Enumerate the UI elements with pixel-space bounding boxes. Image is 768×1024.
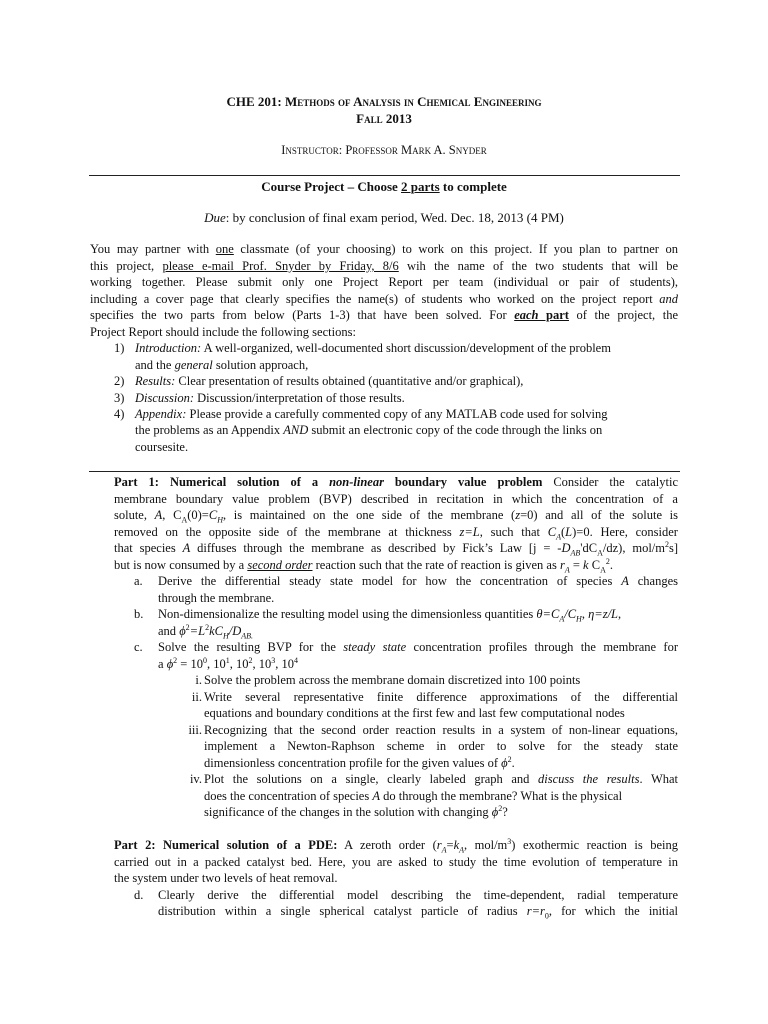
part2-line: carried out in a packed catalyst bed. Here, you are asked to study the time evolution of temperature in [114,855,678,869]
intro-line: specifies the two parts from below (Parts 1-3) that have been solved. For each part of the project, the [90,308,678,322]
intro-line: Project Report should include the following sections: [90,325,356,339]
section-introduction: Introduction: A well-organized, well-documented short discussion/development of the problem [135,341,611,355]
section-appendix: coursesite. [135,440,189,454]
list-number: 1) [114,341,125,355]
part2-item-d: Clearly derive the differential model describing the time-dependent, radial temperature [158,888,678,902]
section-discussion: Discussion: Discussion/interpretation of those results. [135,391,405,405]
roman-marker: i. [195,673,202,687]
part1-title: Part 1: Numerical solution of a non-linear boundary value problem Consider the catalytic [114,475,678,489]
part1-item-c: Solve the resulting BVP for the steady state concentration profiles through the membrane for [158,640,679,654]
part1-item-a: Derive the differential steady state model for how the concentration of species A changes [158,574,678,588]
list-marker: d. [134,888,144,902]
part1-item-iv: does the concentration of species A do through the membrane? What is the physical [204,789,623,803]
part1-item-a: through the membrane. [158,591,275,605]
part1-line: but is now consumed by a second order reaction such that the rate of reaction is given as $r_A = k$ $C_A^2$. [114,556,613,575]
list-marker: a. [134,574,143,588]
section-results: Results: Clear presentation of results obtained (quantitative and/or graphical), [135,374,524,388]
list-number: 2) [114,374,125,388]
list-marker: c. [134,640,143,654]
part1-item-ii: equations and boundary conditions at the first few and last few computational nodes [204,706,625,720]
part1-line: solute, A, $C_A(0)=C_H$, is maintained on the one side of the membrane (z=0) and all of the solute is [114,508,678,525]
section-appendix: Appendix: Please provide a carefully commented copy of any MATLAB code used for solving [135,407,608,421]
list-marker: b. [134,607,144,621]
part1-item-b: and $\phi^2=L^2kC_H/D_{AB.}$ [158,622,254,641]
part1-item-iv: Plot the solutions on a single, clearly labeled graph and discuss the results. What [204,772,679,786]
part2-line: the system under two levels of heat removal. [114,871,338,885]
intro-line: working together. Please submit only one Project Report per team (individual or pair of students), [90,275,678,289]
roman-marker: ii. [191,690,202,704]
instructor-line: Instructor: Professor Mark A. Snyder [281,143,487,157]
part1-line: that species A diffuses through the membrane as described by Fick’s Law $[j = -D_{AB}'dC_A/dz)$, mol/$m^2s$] [114,539,679,558]
course-title: CHE 201: Methods of Analysis in Chemical Engineering [226,94,542,109]
part1-item-iii: dimensionless concentration profile for the given values of $\phi^2$. [204,754,515,770]
list-number: 3) [114,391,125,405]
roman-marker: iii. [188,723,202,737]
divider-top [89,175,680,176]
part1-item-ii: Write several representative finite difference approximations of the differential [204,690,678,704]
divider-part1 [89,471,680,472]
intro-line: You may partner with one classmate (of your choosing) to work on this project. If you plan to partner on [90,242,678,256]
part1-item-c: a $\phi^2 = 10^0$, $10^1$, $10^2$, $10^3$, $10^4$ [158,655,298,671]
part1-item-iv: significance of the changes in the solution with changing $\phi^2$? [204,803,508,819]
part1-item-i: Solve the problem across the membrane domain discretized into 100 points [204,673,581,687]
part1-line: membrane boundary value problem (BVP) described in recitation in which the concentration of a [114,492,678,506]
intro-line: this project, please e-mail Prof. Snyder by Friday, 8/6 wih the name of the two students that will be [90,259,679,273]
section-introduction: and the general solution approach, [135,358,309,372]
list-number: 4) [114,407,125,421]
part1-item-iii: implement a Newton-Raphson scheme in order to solve for the steady state [204,739,678,753]
part1-item-b: Non-dimensionalize the resulting model using the dimensionless quantities $\theta=C_A/C_H$, η=z/L, [158,607,622,624]
part2-item-d: distribution within a single spherical catalyst particle of radius $r=r_0$, for which the initial [158,904,678,921]
section-appendix: the problems as an Appendix AND submit an electronic copy of the code through the links on [135,423,603,437]
intro-line: including a cover page that clearly specifies the name(s) of students who worked on the project report and [90,292,678,306]
due-line: Due: by conclusion of final exam period, Wed. Dec. 18, 2013 (4 PM) [204,210,564,225]
part2-title: Part 2: Numerical solution of a PDE: A zeroth order ($r_A=k_A$, mol/$m^3$) exothermic reaction is being [114,836,678,855]
part1-item-iii: Recognizing that the second order reaction results in a system of non-linear equations, [204,723,678,737]
roman-marker: iv. [189,772,202,786]
project-heading: Course Project – Choose 2 parts to complete [261,179,507,194]
part1-line: removed on the opposite side of the membrane at thickness z=L, such that $C_A(L)=0$. Here, consider [114,525,678,542]
term-title: Fall 2013 [356,111,412,126]
